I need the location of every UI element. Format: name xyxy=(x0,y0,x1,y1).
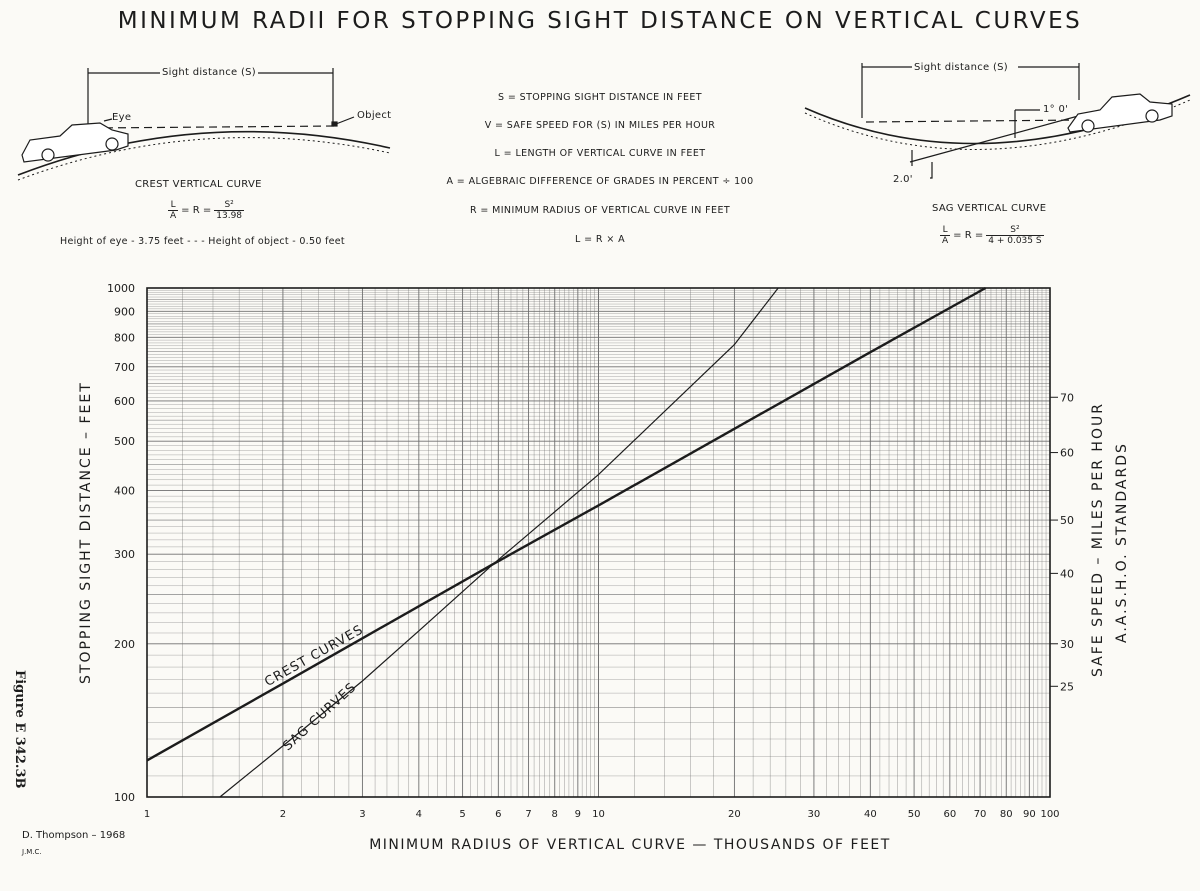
sag-formula-den: 4 + 0.035 S xyxy=(988,236,1042,246)
sag-angle-label: 1° 0' xyxy=(1043,104,1069,115)
y2-tick-label: 30 xyxy=(1060,637,1074,651)
x-tick-label: 60 xyxy=(943,809,957,820)
y2-tick-label: 25 xyxy=(1060,680,1074,694)
x-tick-label: 90 xyxy=(1022,809,1036,820)
sag-curve-name: SAG VERTICAL CURVE xyxy=(932,203,1047,214)
figure-label: Figure E 342.3B xyxy=(12,670,27,789)
crest-formula-den: 13.98 xyxy=(216,211,243,221)
y2-axis-standard: A.A.S.H.O. STANDARDS xyxy=(1114,442,1130,644)
y-tick-label: 800 xyxy=(114,331,135,345)
y2-tick-label: 40 xyxy=(1060,567,1074,581)
sag-formula-a: A xyxy=(942,236,949,246)
x-tick-label: 80 xyxy=(999,809,1013,820)
y-tick-label: 200 xyxy=(114,637,135,651)
x-tick-label: 5 xyxy=(459,809,466,820)
y-tick-label: 400 xyxy=(114,484,135,498)
sag-height-label: 2.0' xyxy=(893,174,913,185)
x-tick-label: 10 xyxy=(592,809,605,820)
y-tick-label: 600 xyxy=(114,394,135,408)
sag-curves-label: SAG CURVES xyxy=(280,679,360,755)
y2-tick-label: 60 xyxy=(1060,446,1074,460)
sag-formula-eq: = R = xyxy=(953,230,984,241)
legend-line-s: S = STOPPING SIGHT DISTANCE IN FEET xyxy=(498,92,702,103)
legend-line-l: L = LENGTH OF VERTICAL CURVE IN FEET xyxy=(494,148,706,159)
chart-title: MINIMUM RADII FOR STOPPING SIGHT DISTANCE ON VERTICAL CURVES xyxy=(117,8,1083,34)
y-tick-label: 900 xyxy=(114,305,135,319)
x-tick-label: 40 xyxy=(863,809,877,820)
crest-eye-label: Eye xyxy=(112,112,132,123)
crest-heights-note: Height of eye - 3.75 feet - - - Height of object - 0.50 feet xyxy=(60,236,345,247)
y2-tick-label: 70 xyxy=(1060,391,1074,405)
crest-curve-line xyxy=(147,288,986,760)
y-tick-label: 700 xyxy=(114,360,135,374)
sag-formula-l: L xyxy=(940,225,950,236)
crest-formula-l: L xyxy=(168,200,178,211)
legend-line-v: V = SAFE SPEED FOR (S) IN MILES PER HOUR xyxy=(484,120,716,131)
legend-line-r: R = MINIMUM RADIUS OF VERTICAL CURVE IN FEET xyxy=(469,205,731,216)
sag-sight-label: Sight distance (S) xyxy=(914,62,1009,73)
legend-line-a: A = ALGEBRAIC DIFFERENCE OF GRADES IN PERCENT ÷ 100 xyxy=(446,176,754,187)
author-initials: J.M.C. xyxy=(22,848,42,856)
chart-grid xyxy=(147,288,1050,797)
x-tick-label: 4 xyxy=(415,809,423,820)
x-tick-label: 6 xyxy=(495,809,502,820)
crest-curve-name: CREST VERTICAL CURVE xyxy=(135,179,262,190)
author-credit: D. Thompson – 1968 xyxy=(22,830,126,841)
crest-formula-eq: = R = xyxy=(181,205,212,216)
x-tick-label: 100 xyxy=(1040,809,1060,820)
x-tick-label: 2 xyxy=(279,809,287,820)
sag-formula-num: S² xyxy=(986,225,1043,236)
y-axis-label: STOPPING SIGHT DISTANCE – FEET xyxy=(78,381,94,685)
crest-formula-num: S² xyxy=(214,200,244,211)
chart-series xyxy=(147,288,986,797)
x-tick-label: 70 xyxy=(973,809,987,820)
legend-line-lra: L = R × A xyxy=(575,234,625,245)
x-tick-label: 8 xyxy=(551,809,558,820)
y-tick-label: 300 xyxy=(114,548,135,562)
x-tick-label: 1 xyxy=(143,809,151,820)
y2-axis-label: SAFE SPEED – MILES PER HOUR xyxy=(1090,402,1106,678)
x-tick-label: 3 xyxy=(359,809,366,820)
crest-formula-a: A xyxy=(170,211,177,221)
x-tick-label: 30 xyxy=(807,809,821,820)
crest-object-label: Object xyxy=(357,110,392,121)
x-tick-label: 50 xyxy=(907,809,921,820)
y-tick-label: 100 xyxy=(114,791,135,804)
y2-tick-label: 50 xyxy=(1060,514,1074,528)
x-tick-label: 7 xyxy=(525,809,532,820)
y-tick-label: 1000 xyxy=(107,282,135,295)
crest-curves-label: CREST CURVES xyxy=(262,622,367,690)
x-tick-label: 20 xyxy=(728,809,741,820)
y-tick-label: 500 xyxy=(114,435,135,449)
crest-sight-label: Sight distance (S) xyxy=(162,67,257,78)
x-axis-label: MINIMUM RADIUS OF VERTICAL CURVE — THOUSANDS OF FEET xyxy=(369,837,891,853)
x-tick-label: 9 xyxy=(574,809,582,820)
